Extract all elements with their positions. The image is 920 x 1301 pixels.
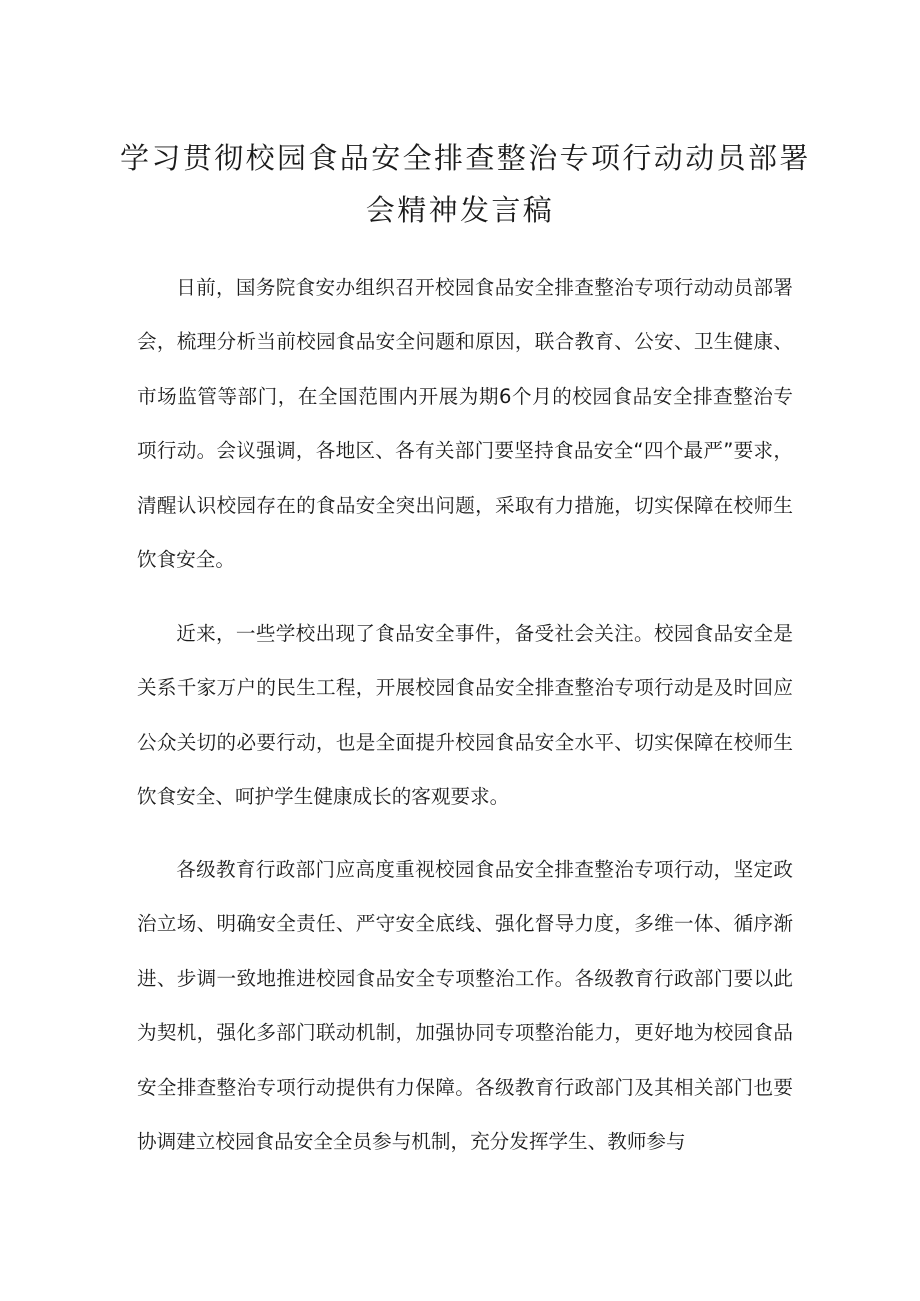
document-title-line-2: 会精神发言稿 [365, 193, 555, 227]
paragraph-3: 各级教育行政部门应高度重视校园食品安全排查整治专项行动，坚定政治立场、明确安全责任、严守安全底线、强化督导力度，多维一体、循序渐进、步调一致地推进校园食品安全专项整治工作。各级教育行政部门要以此为契机，强化多部门联动机制，加强协同专项整治能力，更好地为校园食品安全排查整治专项行动提供有力保障。各级教育行政部门及其相关部门也要协调建立校园食品安全全员参与机制，充分发挥学生、教师参与 [137, 858, 793, 1154]
paragraph-2: 近来，一些学校出现了食品安全事件，备受社会关注。校园食品安全是关系千家万户的民生工程，开展校园食品安全排查整治专项行动是及时回应公众关切的必要行动，也是全面提升校园食品安全水平、切实保障在校师生饮食安全、呵护学生健康成长的客观要求。 [137, 622, 793, 809]
paragraph-1: 日前，国务院食安办组织召开校园食品安全排查整治专项行动动员部署会，梳理分析当前校园食品安全问题和原因，联合教育、公安、卫生健康、市场监管等部门，在全国范围内开展为期6个月的校园食品安全排查整治专项行动。会议强调，各地区、各有关部门要坚持食品安全“四个最严”要求，清醒认识校园存在的食品安全突出问题，采取有力措施，切实保障在校师生饮食安全。 [137, 276, 793, 572]
document-title-line-1: 学习贯彻校园食品安全排查整治专项行动动员部署 [120, 141, 811, 175]
